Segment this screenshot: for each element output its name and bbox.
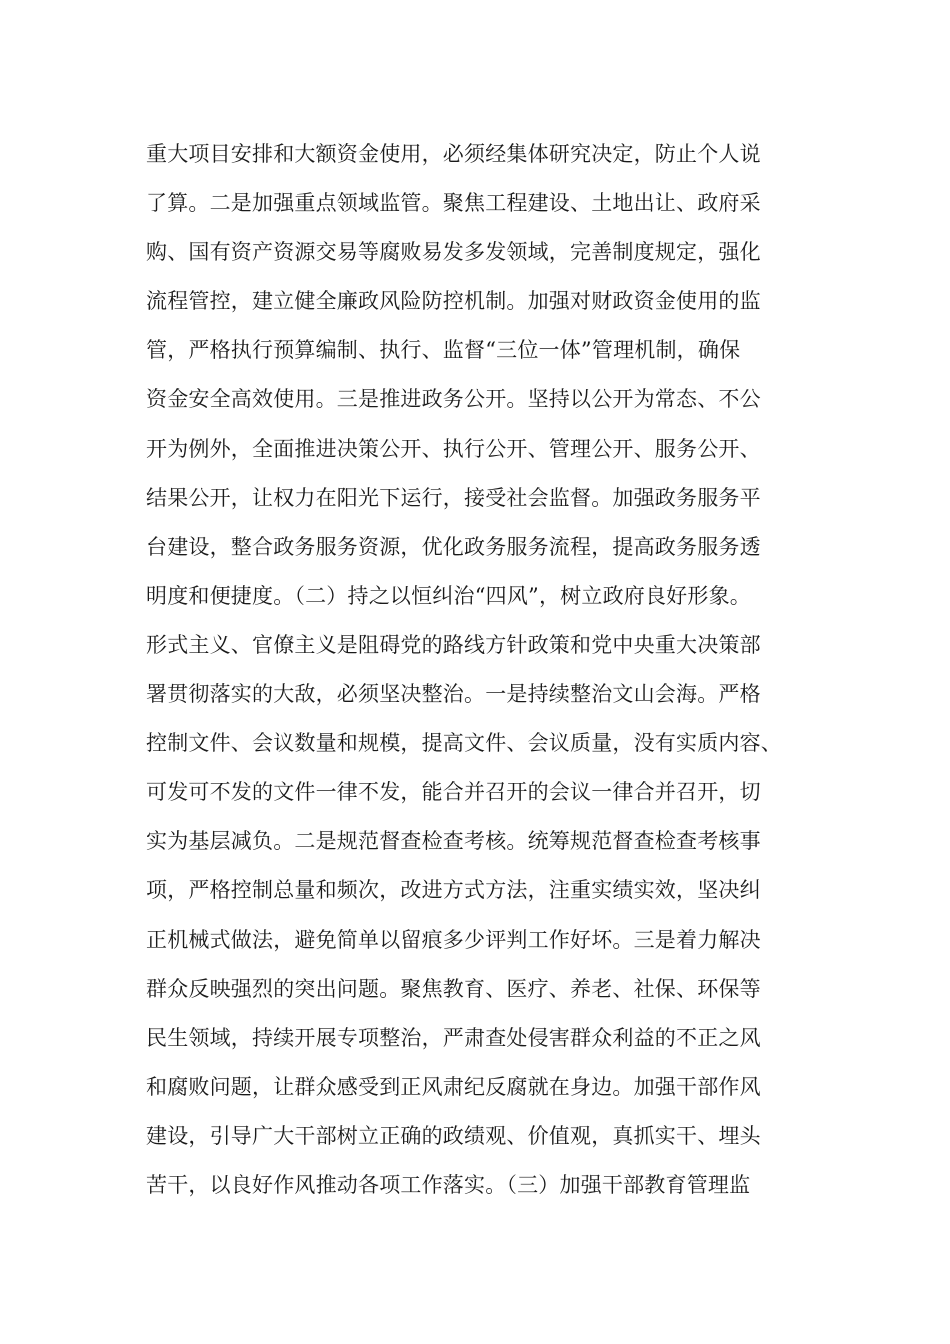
- text-line-17: 正机械式做法，避免简单以留痕多少评判工作好坏。三是着力解决: [146, 927, 761, 952]
- body-text: [146, 130, 836, 1210]
- text-line-5: 管，严格执行预算编制、执行、监督“三位一体”管理机制，确保: [146, 338, 741, 363]
- text-line-14: 可发可不发的文件一律不发，能合并召开的会议一律合并召开，切: [146, 780, 761, 805]
- text-line-6: 资金安全高效使用。三是推进政务公开。坚持以公开为常态、不公: [146, 387, 761, 412]
- text-line-11: 形式主义、官僚主义是阻碍党的路线方针政策和党中央重大决策部: [146, 632, 761, 657]
- text-line-22: 苦干，以良好作风推动各项工作落实。（三）加强干部教育管理监: [146, 1172, 751, 1197]
- text-line-7: 开为例外，全面推进决策公开、执行公开、管理公开、服务公开、: [146, 436, 761, 461]
- text-line-9: 台建设，整合政务服务资源，优化政务服务流程，提高政务服务透: [146, 534, 761, 559]
- text-line-12: 署贯彻落实的大敌，必须坚决整治。一是持续整治文山会海。严格: [146, 682, 761, 707]
- text-line-19: 民生领域，持续开展专项整治，严肃查处侵害群众利益的不正之风: [146, 1025, 761, 1050]
- text-line-20: 和腐败问题，让群众感受到正风肃纪反腐就在身边。加强干部作风: [146, 1074, 761, 1099]
- text-line-10: 明度和便捷度。（二）持之以恒纠治“四风”，树立政府良好形象。: [146, 583, 751, 608]
- text-line-16: 项，严格控制总量和频次，改进方式方法，注重实绩实效，坚决纠: [146, 878, 761, 903]
- text-line-18: 群众反映强烈的突出问题。聚焦教育、医疗、养老、社保、环保等: [146, 976, 761, 1001]
- text-line-3: 购、国有资产资源交易等腐败易发多发领域，完善制度规定，强化: [146, 240, 761, 265]
- text-line-13: 控制文件、会议数量和规模，提高文件、会议质量，没有实质内容、: [146, 731, 782, 756]
- text-line-8: 结果公开，让权力在阳光下运行，接受社会监督。加强政务服务平: [146, 485, 761, 510]
- text-line-21: 建设，引导广大干部树立正确的政绩观、价值观，真抓实干、埋头: [146, 1123, 761, 1148]
- text-line-2: 了算。二是加强重点领域监管。聚焦工程建设、土地出让、政府采: [146, 191, 761, 216]
- text-line-4: 流程管控，建立健全廉政风险防控机制。加强对财政资金使用的监: [146, 289, 761, 314]
- text-line-15: 实为基层减负。二是规范督查检查考核。统筹规范督查检查考核事: [146, 829, 761, 854]
- text-line-1: 重大项目安排和大额资金使用，必须经集体研究决定，防止个人说: [146, 142, 761, 166]
